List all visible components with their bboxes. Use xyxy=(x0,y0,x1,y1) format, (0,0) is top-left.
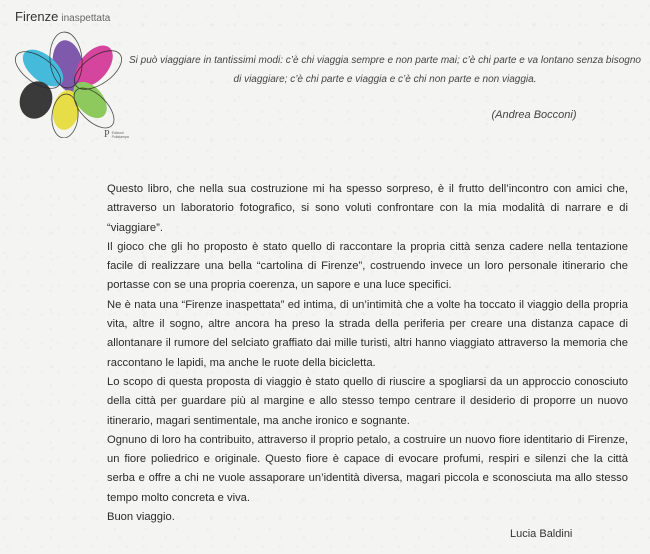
logo-subtitle: inaspettata xyxy=(61,13,111,24)
paragraph: Il gioco che gli ho proposto è stato quello di raccontare la propria città senza cadere nella tentazione facile di realizzare una bella “cartolina di Firenze”, costruendo invece un loro personale itinerario che portasse con se una propria coerenza, un sapore e una luce specifici. xyxy=(107,240,628,292)
paragraph: Lo scopo di questa proposta di viaggio è stato quello di riuscire a spogliarsi da un approccio conosciuto della città per guardare più al margine e allo stesso tempo centrare il desiderio di proporre un nuovo itinerario, magari sentimentale, ma anche ironico e sognante. xyxy=(107,375,628,427)
publisher-mark: P xyxy=(104,129,110,140)
logo-wordmark xyxy=(15,10,110,26)
author-signature: Lucia Baldini xyxy=(510,528,573,540)
epigraph-quote: Si può viaggiare in tantissimi modi: c’è chi viaggia sempre e non parte mai; c’è chi parte e va lontano senza bisogno di viaggiare; c’è chi parte e viaggia e c’è chi non parte e non viaggia. xyxy=(129,55,641,85)
publisher-line-1: Edizioni xyxy=(111,130,124,135)
paragraph: Questo libro, che nella sua costruzione mi ha spesso sorpreso, è il frutto dell’incontro con amici che, attraverso un laboratorio fotografico, si sono voluti confrontare con la mia modalità di narrare e di “viaggiare”. xyxy=(107,183,628,234)
publisher-line-2: Polistampa xyxy=(111,134,129,139)
paragraph: Ognuno di loro ha contribuito, attraverso il proprio petalo, a costruire un nuovo fiore identitario di Firenze, un fiore poliedrico e originale. Questo fiore è capace di evocare profumi, respiri e silenzi che la città serba e offre a chi ne vuole assaporare un’identità diversa, magari piccola e sconosciuta ma allo stesso tempo molto concreta e viva. xyxy=(107,433,628,504)
paragraph: Ne è nata una “Firenze inaspettata” ed intima, di un’intimità che a volte ha toccato il viaggio della propria vita, altre il sogno, altre ancora ha preso la strada della periferia per creare una distanza capace di allontanare il rumore del selciato graffiato dai mille turisti, altri hanno viaggiato attraverso la memoria che raccontano le lapidi, ma anche le ruote della bicicletta. xyxy=(107,298,628,369)
epigraph-author: (Andrea Bocconi) xyxy=(491,109,577,121)
body-text xyxy=(107,180,628,527)
paragraph: Buon viaggio. xyxy=(107,511,175,524)
logo-title: Firenze xyxy=(15,9,59,24)
publisher-logo xyxy=(104,129,129,140)
flower-logo-icon xyxy=(10,30,125,138)
